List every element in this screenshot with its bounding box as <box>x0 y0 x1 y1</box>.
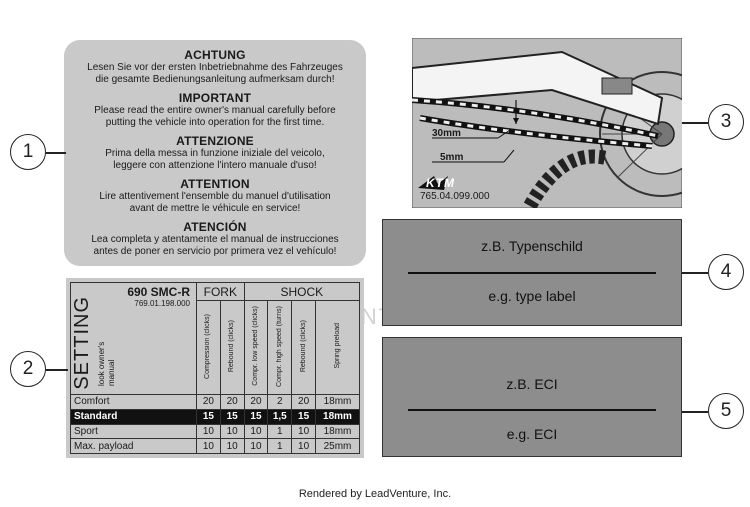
cell: 20 <box>244 395 268 410</box>
cell: 10 <box>244 424 268 439</box>
table-row-standard <box>71 409 360 424</box>
callout-4: 4 <box>708 254 744 290</box>
eci-label-en: e.g. ECI <box>506 426 558 442</box>
warning-section-it <box>64 135 366 172</box>
shock-header: SHOCK <box>244 283 359 301</box>
cell: 25mm <box>316 439 360 454</box>
cell: 18mm <box>316 409 360 424</box>
col-fork-compression: Compression (clicks) <box>204 313 212 379</box>
setting-table <box>70 282 360 454</box>
cell: 20 <box>197 395 221 410</box>
text-es-2: antes de poner en servicio por primera vez el vehículo! <box>93 246 337 257</box>
cell: 18mm <box>316 395 360 410</box>
cell: 15 <box>220 409 244 424</box>
col-shock-low-speed: Compr. low speed (clicks) <box>251 306 259 386</box>
type-label-en: e.g. type label <box>488 288 576 304</box>
warning-label <box>64 40 366 266</box>
setting-label <box>66 278 364 458</box>
heading-en: IMPORTANT <box>178 91 252 105</box>
warning-section-es <box>64 221 366 258</box>
callout-1: 1 <box>10 134 46 170</box>
cell: 2 <box>268 395 292 410</box>
leader-line-1 <box>46 152 66 154</box>
cell: 10 <box>244 439 268 454</box>
setting-header-cell <box>71 283 197 395</box>
eci-label-de: z.B. ECI <box>506 376 558 392</box>
look-manual-note: look owner's manual <box>97 341 116 386</box>
leader-line-4 <box>682 272 708 274</box>
cell: 15 <box>244 409 268 424</box>
text-de-1: Lesen Sie vor der ersten Inbetriebnahme des Fahrzeuges <box>87 62 343 73</box>
warning-section-en <box>64 92 366 129</box>
cell: 10 <box>292 439 316 454</box>
part-number: 769.01.198.000 <box>134 299 190 308</box>
chain-part-number: 765.04.099.000 <box>420 191 490 202</box>
heading-es: ATENCIÓN <box>183 220 247 234</box>
cell: 15 <box>292 409 316 424</box>
cell: 10 <box>197 424 221 439</box>
cell: 1 <box>268 439 292 454</box>
model-name: 690 SMC-R <box>127 285 190 299</box>
type-label-de: z.B. Typenschild <box>481 238 583 254</box>
fork-header: FORK <box>197 283 245 301</box>
text-fr-2: avant de mettre le véhicule en service! <box>129 203 301 214</box>
type-label-box <box>382 219 682 326</box>
divider <box>408 409 656 411</box>
leader-line-5 <box>682 411 708 413</box>
col-shock-high-speed: Compr. high speed (turns) <box>275 305 283 387</box>
text-en-1: Please read the entire owner's manual carefully before <box>94 105 336 116</box>
table-row <box>71 439 360 454</box>
footer-credit: Rendered by LeadVenture, Inc. <box>298 488 452 500</box>
cell: 10 <box>220 439 244 454</box>
callout-5: 5 <box>708 393 744 429</box>
col-fork-rebound: Rebound (clicks) <box>228 319 236 373</box>
eci-label-box <box>382 337 682 457</box>
cell: 20 <box>220 395 244 410</box>
ktm-logo: KTM <box>426 176 455 190</box>
cell: 1 <box>268 424 292 439</box>
callout-3: 3 <box>708 104 744 140</box>
cell: 10 <box>197 439 221 454</box>
cell: 1,5 <box>268 409 292 424</box>
warning-section-fr <box>64 178 366 215</box>
warning-section-de <box>64 49 366 86</box>
row-label: Max. payload <box>71 439 197 454</box>
text-it-1: Prima della messa in funzione iniziale del veicolo, <box>105 148 325 159</box>
heading-de: ACHTUNG <box>184 48 246 62</box>
row-label: Standard <box>71 409 197 424</box>
col-spring-preload: Spring preload <box>333 323 341 369</box>
cell: 10 <box>292 424 316 439</box>
dim-5mm: 5mm <box>440 152 464 163</box>
cell: 18mm <box>316 424 360 439</box>
heading-it: ATTENZIONE <box>176 134 254 148</box>
text-de-2: die gesamte Bedienungsanleitung aufmerksam durch! <box>95 74 335 85</box>
cell: 20 <box>292 395 316 410</box>
col-shock-rebound: Rebound (clicks) <box>299 319 307 373</box>
row-label: Sport <box>71 424 197 439</box>
text-fr-1: Lire attentivement l'ensemble du manuel d'utilisation <box>99 191 331 202</box>
cell: 10 <box>220 424 244 439</box>
callout-2: 2 <box>10 351 46 387</box>
cell: 15 <box>197 409 221 424</box>
text-it-2: leggere con attenzione l'intero manuale d'uso! <box>113 160 317 171</box>
heading-fr: ATTENTION <box>180 177 250 191</box>
dim-30mm: 30mm <box>432 128 461 139</box>
leader-line-2 <box>46 369 68 371</box>
table-row <box>71 395 360 410</box>
chain-tension-label <box>412 38 682 208</box>
setting-title: SETTING <box>71 296 93 390</box>
text-en-2: putting the vehicle into operation for the first time. <box>105 117 325 128</box>
row-label: Comfort <box>71 395 197 410</box>
divider <box>408 272 656 274</box>
text-es-1: Lea completa y atentamente el manual de instrucciones <box>91 234 339 245</box>
leader-line-3 <box>682 122 708 124</box>
table-row <box>71 424 360 439</box>
